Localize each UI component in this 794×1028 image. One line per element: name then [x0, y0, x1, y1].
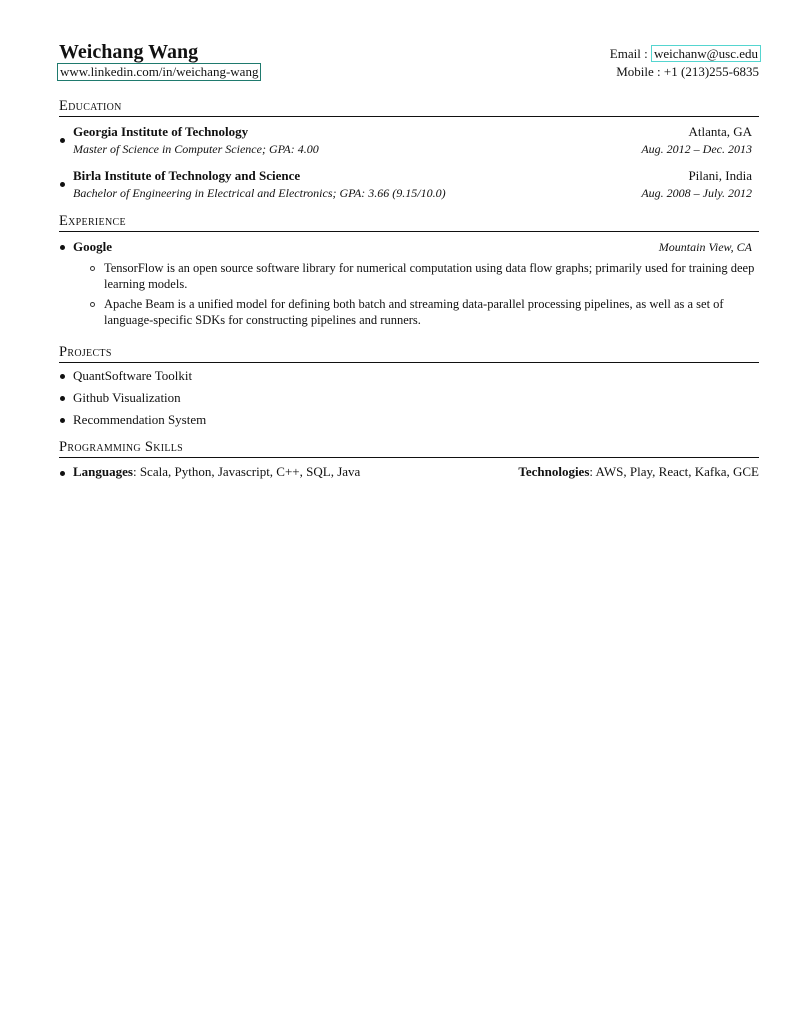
mobile-label: Mobile :: [616, 64, 664, 79]
project-item: Recommendation System: [73, 412, 207, 427]
languages-list: : Scala, Python, Javascript, C++, SQL, Java: [132, 464, 361, 479]
bullet-icon: [60, 182, 65, 187]
school-location: Atlanta, GA: [688, 124, 752, 139]
section-experience-title: Experience: [59, 213, 759, 232]
bullet-icon: [60, 418, 65, 423]
bullet-icon: [60, 396, 65, 401]
technologies-list: : AWS, Play, React, Kafka, GCE: [589, 464, 759, 479]
project-item: Github Visualization: [73, 390, 181, 405]
email-link[interactable]: weichanw@usc.edu: [651, 45, 761, 62]
bullet-icon: [60, 138, 65, 143]
bullet-icon: [60, 471, 65, 476]
mobile-row: [616, 64, 759, 80]
section-projects-title: Projects: [59, 344, 759, 363]
skills-languages: [73, 464, 360, 480]
school-name: Georgia Institute of Technology: [73, 124, 249, 139]
dates: Aug. 2012 – Dec. 2013: [641, 142, 752, 156]
section-education-title: Education: [59, 98, 759, 117]
candidate-name: Weichang Wang: [59, 41, 199, 63]
section-skills-title: Programming Skills: [59, 439, 759, 458]
linkedin-link[interactable]: www.linkedin.com/in/weichang-wang: [57, 63, 261, 81]
bullet-icon: [60, 245, 65, 250]
bullet-icon: [60, 374, 65, 379]
experience-point: TensorFlow is an open source software library for numerical computation using data flow graphs; primarily used for training deep learning models.: [104, 261, 755, 291]
email-label: Email :: [609, 46, 651, 61]
languages-label: Languages: [73, 464, 133, 479]
technologies-label: Technologies: [518, 464, 590, 479]
mobile-number: +1 (213)255-6835: [663, 64, 759, 79]
experience-point: Apache Beam is a unified model for defining both batch and streaming data-parallel processing pipelines, as well as a set of language-specific SDKs for constructing pipelines and runners.: [104, 297, 724, 327]
degree: Master of Science in Computer Science; GPA: 4.00: [73, 142, 319, 156]
hollow-bullet-icon: [90, 266, 95, 271]
company-location: Mountain View, CA: [658, 240, 752, 254]
company-name: Google: [73, 239, 112, 254]
degree: Bachelor of Engineering in Electrical and Electronics; GPA: 3.66 (9.15/10.0): [73, 186, 446, 200]
hollow-bullet-icon: [90, 302, 95, 307]
project-item: QuantSoftware Toolkit: [73, 368, 193, 383]
school-name: Birla Institute of Technology and Science: [73, 168, 301, 183]
school-location: Pilani, India: [688, 168, 752, 183]
skills-technologies: [518, 464, 759, 480]
dates: Aug. 2008 – July. 2012: [641, 186, 752, 200]
email-row: [610, 45, 761, 63]
